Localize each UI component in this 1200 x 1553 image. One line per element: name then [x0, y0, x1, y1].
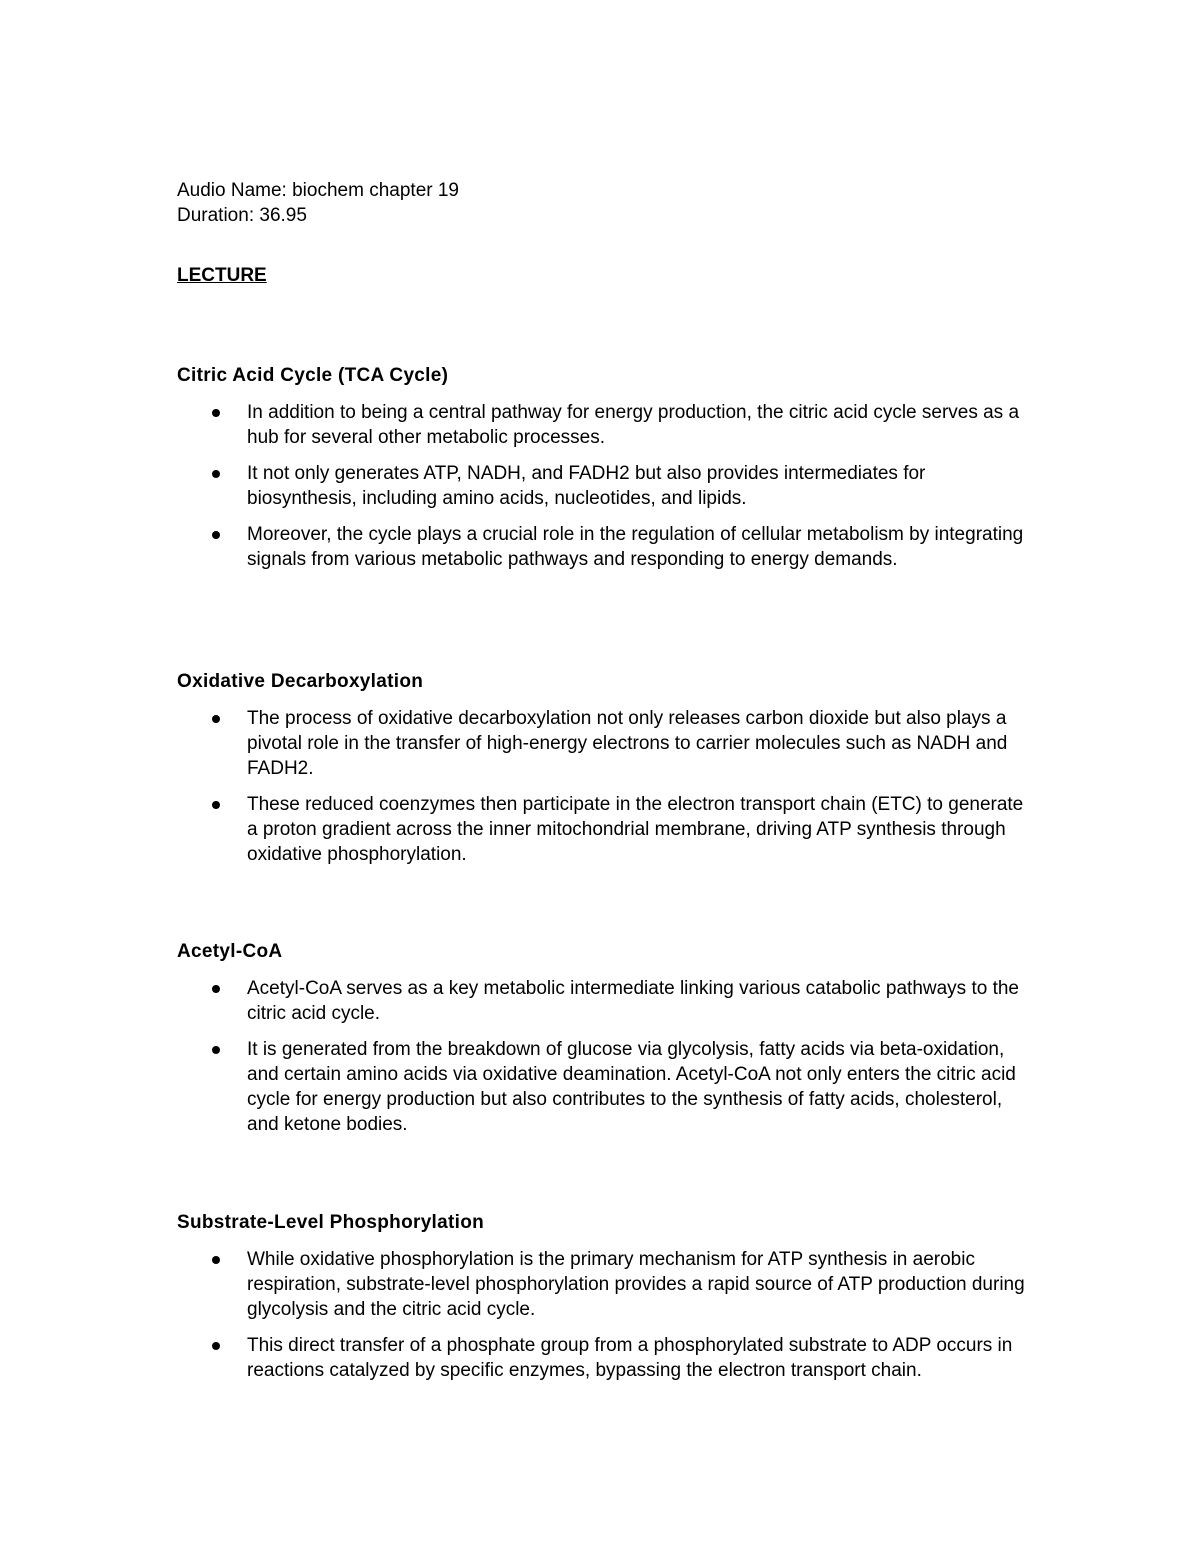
bullet-icon — [212, 1256, 220, 1264]
bullet-text: In addition to being a central pathway for energy production, the citric acid cycle serves as a hub for several other metabolic processes. — [247, 402, 1020, 448]
list-item — [177, 1333, 1037, 1383]
list-item — [177, 1247, 1037, 1322]
list-item — [177, 461, 1037, 511]
bullet-icon — [212, 1046, 220, 1054]
bullet-text: Acetyl-CoA serves as a key metabolic intermediate linking various catabolic pathways to the citric acid cycle. — [247, 978, 1019, 1024]
section-title: Oxidative Decarboxylation — [177, 671, 424, 692]
bullet-text: These reduced coenzymes then participate in the electron transport chain (ETC) to generate a proton gradient across the inner mitochondrial membrane, driving ATP synthesis through oxidative phosphorylation. — [247, 794, 1024, 865]
section-title: Acetyl-CoA — [177, 941, 283, 962]
bullet-text: It not only generates ATP, NADH, and FADH2 but also provides intermediates for biosynthesis, including amino acids, nucleotides, and lipids. — [247, 463, 926, 509]
list-item — [177, 400, 1037, 450]
section-title: Substrate-Level Phosphorylation — [177, 1212, 485, 1233]
bullet-icon — [212, 715, 220, 723]
bullet-icon — [212, 470, 220, 478]
duration-line: Duration: 36.95 — [177, 205, 307, 226]
bullet-text: Moreover, the cycle plays a crucial role in the regulation of cellular metabolism by integrating signals from various metabolic pathways and responding to energy demands. — [247, 524, 1024, 570]
bullet-list — [177, 976, 1047, 1137]
bullet-list — [177, 1247, 1047, 1383]
list-item — [177, 706, 1037, 781]
bullet-icon — [212, 409, 220, 417]
section-oxidative-decarboxylation — [177, 669, 1047, 878]
bullet-icon — [212, 985, 220, 993]
list-item — [177, 1037, 1037, 1137]
section-acetyl-coa — [177, 939, 1047, 1148]
bullet-text: While oxidative phosphorylation is the primary mechanism for ATP synthesis in aerobic respiration, substrate-level phosphorylation provides a rapid source of ATP production during glycolysis and the citric acid cycle. — [247, 1249, 1025, 1320]
list-item — [177, 522, 1037, 572]
bullet-icon — [212, 801, 220, 809]
section-citric-acid-cycle — [177, 363, 1047, 583]
bullet-list — [177, 706, 1047, 867]
section-title: Citric Acid Cycle (TCA Cycle) — [177, 365, 449, 386]
bullet-text: This direct transfer of a phosphate group from a phosphorylated substrate to ADP occurs in reactions catalyzed by specific enzymes, bypassing the electron transport chain. — [247, 1335, 1013, 1381]
audio-name-line: Audio Name: biochem chapter 19 — [177, 180, 459, 201]
bullet-icon — [212, 531, 220, 539]
bullet-text: It is generated from the breakdown of glucose via glycolysis, fatty acids via beta-oxidation, and certain amino acids via oxidative deamination. Acetyl-CoA not only enters the citric acid cycle for energy production but also contributes to the synthesis of fatty acids, cholesterol, and ketone bodies. — [247, 1039, 1016, 1135]
list-item — [177, 976, 1037, 1026]
bullet-list — [177, 400, 1047, 572]
section-substrate-level-phosphorylation — [177, 1210, 1047, 1394]
bullet-icon — [212, 1342, 220, 1350]
list-item — [177, 792, 1037, 867]
bullet-text: The process of oxidative decarboxylation not only releases carbon dioxide but also plays a pivotal role in the transfer of high-energy electrons to carrier molecules such as NADH and FADH2. — [247, 708, 1008, 779]
lecture-heading: LECTURE — [177, 265, 267, 286]
